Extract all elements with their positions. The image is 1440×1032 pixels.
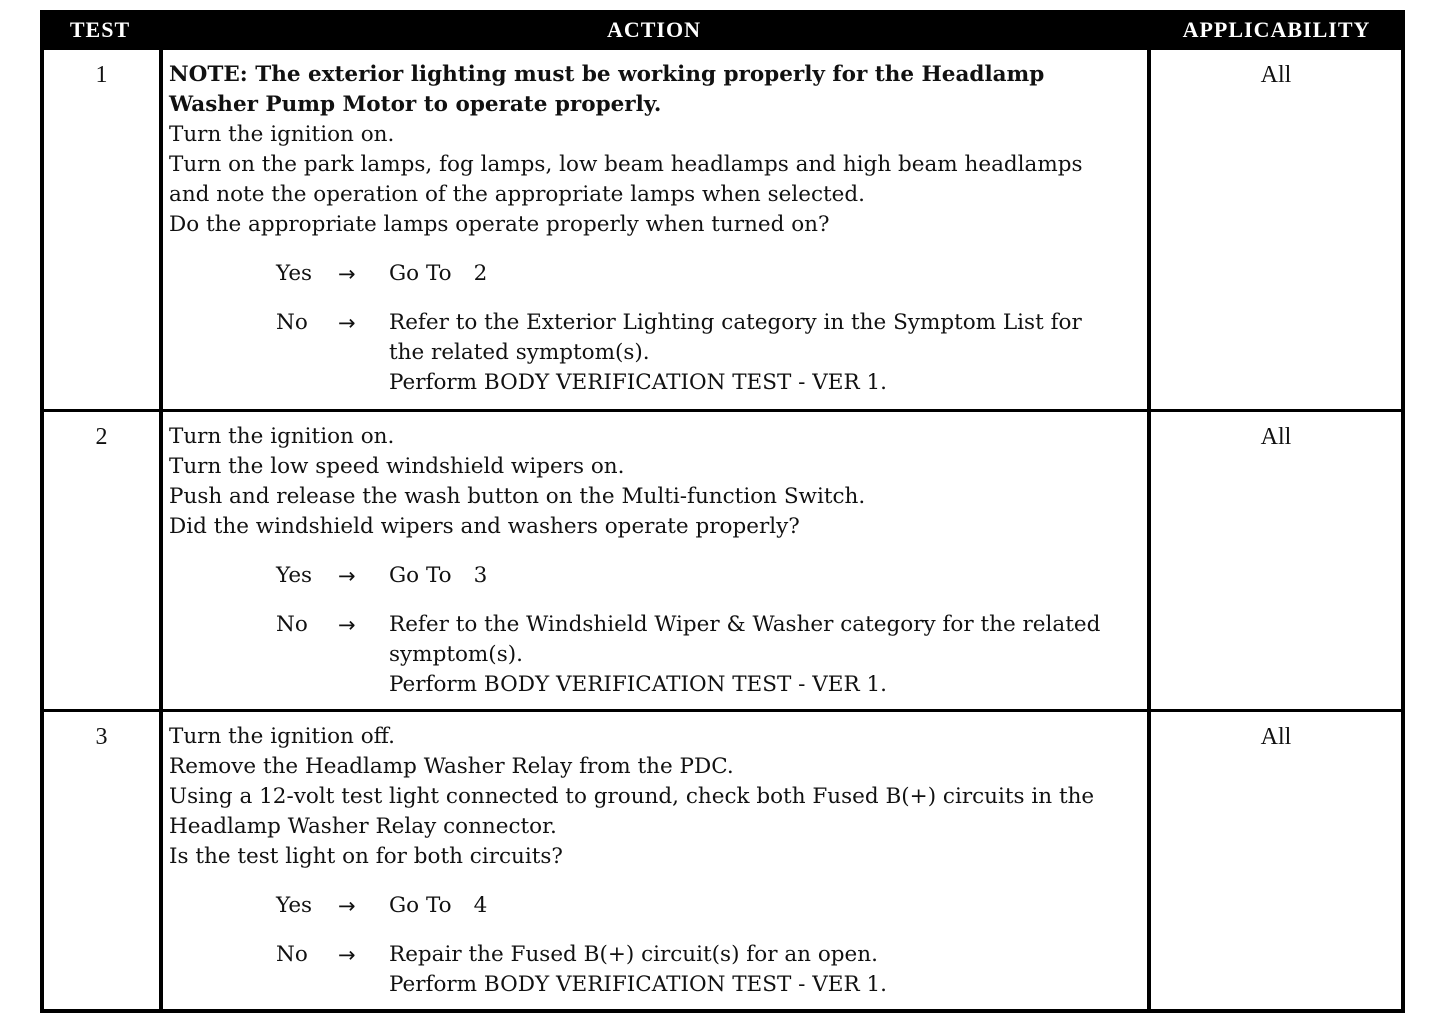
- no-result-line: the related symptom(s).: [389, 340, 650, 365]
- action-cell-3: [163, 712, 1147, 1009]
- no-label: No: [276, 612, 308, 637]
- step-line: and note the operation of the appropriate lamps when selected.: [169, 182, 865, 207]
- step-line: Turn the ignition on.: [169, 424, 395, 449]
- goto-number[interactable]: 2: [473, 261, 488, 286]
- right-arrow-icon: →: [338, 262, 356, 286]
- right-arrow-icon: →: [338, 894, 356, 918]
- applicability-3: All: [1151, 712, 1401, 1009]
- test-number-1: 1: [44, 50, 159, 409]
- step-line: Turn the ignition off.: [169, 724, 395, 749]
- yes-label: Yes: [276, 893, 313, 918]
- header-applicability: APPLICABILITY: [1182, 17, 1371, 42]
- no-result-line: Perform BODY VERIFICATION TEST - VER 1.: [389, 972, 888, 997]
- action-cell-1: [163, 50, 1147, 409]
- no-label: No: [276, 942, 308, 967]
- yes-branch: [276, 259, 1147, 289]
- step-line: Turn on the park lamps, fog lamps, low beam headlamps and high beam headlamps: [169, 152, 1083, 177]
- goto-link[interactable]: Go To: [389, 261, 452, 286]
- no-result-line: symptom(s).: [389, 642, 523, 667]
- right-arrow-icon: →: [338, 943, 356, 967]
- applicability-1: All: [1151, 50, 1401, 409]
- step-line: Remove the Headlamp Washer Relay from the PDC.: [169, 754, 734, 779]
- right-arrow-icon: →: [338, 564, 356, 588]
- no-branch: [276, 308, 1147, 398]
- test-number-3: 3: [44, 712, 159, 1009]
- goto-number[interactable]: 3: [473, 563, 488, 588]
- no-result-line: Refer to the Exterior Lighting category in the Symptom List for: [389, 310, 1082, 335]
- no-result-line: Refer to the Windshield Wiper & Washer category for the related: [389, 612, 1101, 637]
- no-result-line: Repair the Fused B(+) circuit(s) for an open.: [389, 942, 878, 967]
- step-line: Push and release the wash button on the Multi-function Switch.: [169, 484, 866, 509]
- header-action: ACTION: [606, 17, 701, 42]
- yes-label: Yes: [276, 563, 313, 588]
- right-arrow-icon: →: [338, 613, 356, 637]
- goto-link[interactable]: Go To: [389, 563, 452, 588]
- header-test: TEST: [69, 17, 131, 42]
- no-label: No: [276, 310, 308, 335]
- no-branch: [276, 610, 1147, 700]
- note-line: Washer Pump Motor to operate properly.: [169, 92, 662, 117]
- note-line: NOTE: The exterior lighting must be working properly for the Headlamp: [169, 62, 1045, 87]
- right-arrow-icon: →: [338, 311, 356, 335]
- goto-number[interactable]: 4: [473, 893, 488, 918]
- step-line: Do the appropriate lamps operate properly when turned on?: [169, 212, 830, 237]
- step-line: Headlamp Washer Relay connector.: [169, 814, 557, 839]
- diagnostic-table: [40, 10, 1405, 1013]
- step-line: Turn the low speed windshield wipers on.: [169, 454, 625, 479]
- step-line: Using a 12-volt test light connected to ground, check both Fused B(+) circuits in the: [169, 784, 1095, 809]
- goto-link[interactable]: Go To: [389, 893, 452, 918]
- applicability-2: All: [1151, 412, 1401, 709]
- yes-label: Yes: [276, 261, 313, 286]
- no-branch: [276, 940, 1147, 1000]
- step-line: Is the test light on for both circuits?: [169, 844, 563, 869]
- action-cell-2: [163, 412, 1147, 709]
- no-result-line: Perform BODY VERIFICATION TEST - VER 1.: [389, 370, 888, 395]
- yes-branch: [276, 561, 1147, 591]
- step-line: Did the windshield wipers and washers operate properly?: [169, 514, 800, 539]
- no-result-line: Perform BODY VERIFICATION TEST - VER 1.: [389, 672, 888, 697]
- yes-branch: [276, 891, 1147, 921]
- test-number-2: 2: [44, 412, 159, 709]
- step-line: Turn the ignition on.: [169, 122, 395, 147]
